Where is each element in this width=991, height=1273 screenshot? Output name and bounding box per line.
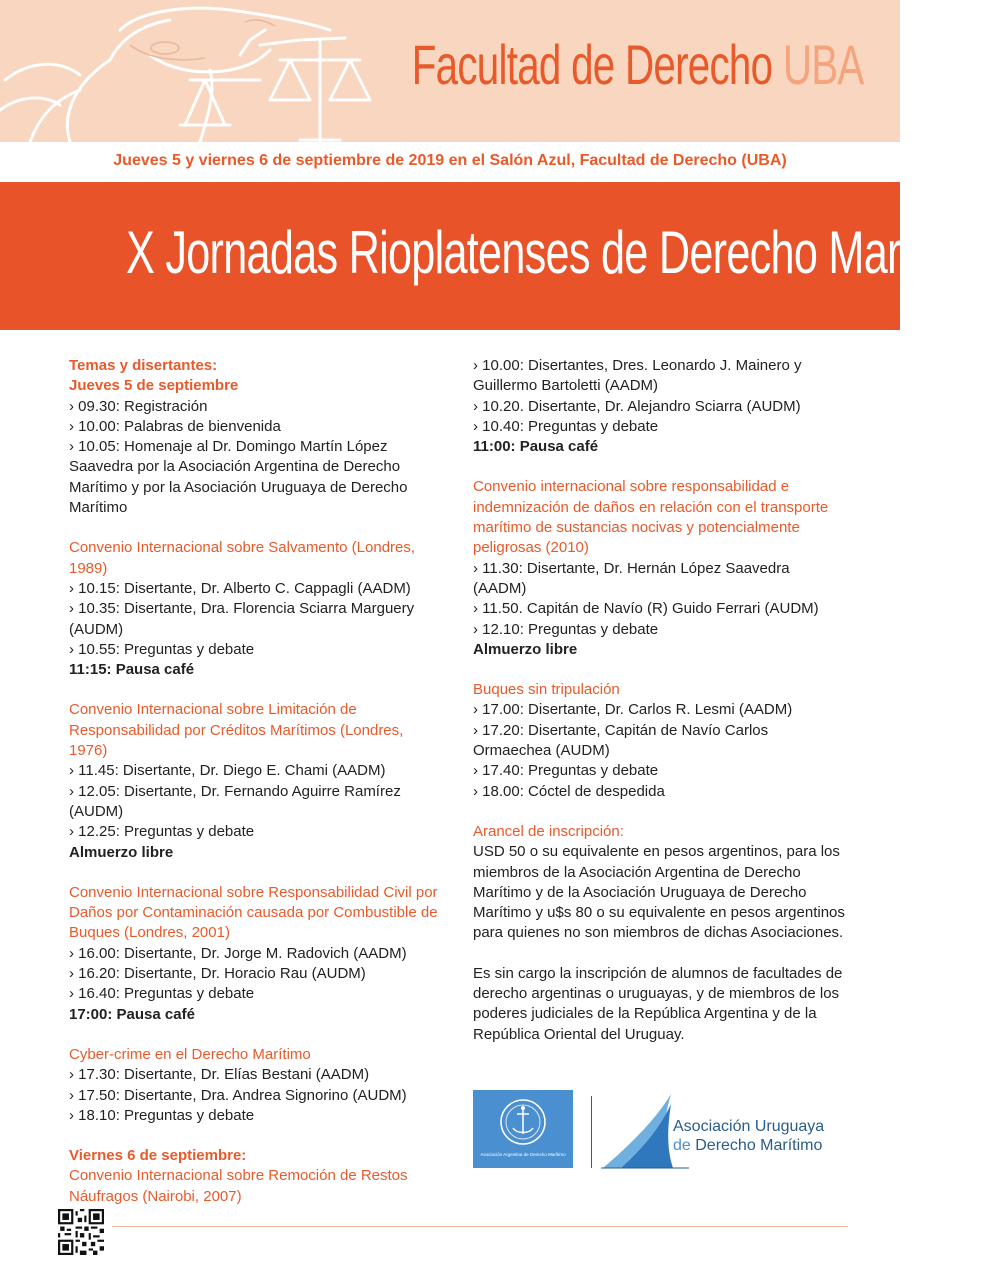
faculty-title [412,32,864,97]
session-title: Convenio internacional sobre responsabilidad e indemnización de daños en relación con el transporte marítimo de sustancias nocivas y potencialmente peligrosas (2010) [473,478,829,557]
audm-name-line2 [673,1137,822,1155]
break-item: Almuerzo libre [473,640,578,658]
day-heading: Jueves 5 de septiembre [69,377,239,395]
audm-name-line1: Asociación Uruguaya [673,1118,825,1135]
program-item: › 10.00: Palabras de bienvenida [69,417,281,435]
session-title: Convenio Internacional sobre Salvamento (Londres, 1989) [69,539,416,577]
program-item: › 17.40: Preguntas y debate [473,762,659,780]
fee-text: USD 50 o su equivalente en pesos argentinos, para los miembros de la Asociación Argentina de Derecho Marítimo y de la Asociación Uruguaya de Derecho Marítimo y u$s 80 o su equivalente en pesos argentinos para quienes no son miembros de dichas Asociaciones. [473,843,845,942]
program-item: › 17.30: Disertante, Dr. Elías Bestani (AADM) [69,1066,370,1084]
break-item: 17:00: Pausa café [69,1005,195,1023]
logo-divider [591,1096,592,1168]
break-item: 11:15: Pausa café [69,661,195,679]
program-item: › 12.25: Preguntas y debate [69,823,255,841]
session-title: Buques sin tripulación [473,681,620,699]
program-item: › 12.05: Disertante, Dr. Fernando Aguirre Ramírez (AUDM) [69,782,401,820]
audm-logo [601,1094,851,1170]
aadm-logo [473,1090,573,1168]
audm-de: de [673,1137,691,1154]
aadm-caption: Asociación Argentina de Derecho Marítimo [480,1152,566,1157]
qr-code-icon [58,1209,104,1255]
program-item: › 17.20: Disertante, Capitán de Navío Carlos Ormaechea (AUDM) [473,721,769,760]
program-item: › 17.50: Disertante, Dra. Andrea Signorino (AUDM) [69,1086,407,1104]
event-date-line: Jueves 5 y viernes 6 de septiembre de 2019 en el Salón Azul, Facultad de Derecho (UBA) [113,152,787,169]
program-item: › 10.00: Disertantes, Dres. Leonardo J. Mainero y Guillermo Bartoletti (AADM) [473,357,802,395]
fee-heading: Arancel de inscripción: [473,822,624,840]
section-heading: Temas y disertantes: [69,357,218,374]
program-item: › 10.40: Preguntas y debate [473,417,659,435]
program-item: › 11.30: Disertante, Dr. Hernán López Saavedra (AADM) [473,559,790,597]
program-item: › 18.10: Preguntas y debate [69,1106,255,1124]
program-item: › 10.20. Disertante, Dr. Alejandro Sciarra (AUDM) [473,397,801,415]
program-item: › 12.10: Preguntas y debate [473,620,659,638]
program-item: › 09.30: Registración [69,397,208,415]
program-item: › 10.35: Disertante, Dra. Florencia Sciarra Marguery (AUDM) [69,600,415,638]
justice-figure-illustration [0,0,420,142]
program-item: › 10.15: Disertante, Dr. Alberto C. Cappagli (AADM) [69,579,411,597]
break-item: 11:00: Pausa café [473,438,599,456]
program-item: › 10.55: Preguntas y debate [69,640,255,658]
program-item: › 11.50. Capitán de Navío (R) Guido Ferrari (AUDM) [473,600,819,618]
date-band [0,142,900,182]
program-item: › 10.05: Homenaje al Dr. Domingo Martín López Saavedra por la Asociación Argentina de Derecho Marítimo y por la Asociación Uruguaya de Derecho Marítimo [69,438,408,517]
session-title: Cyber-crime en el Derecho Marítimo [69,1045,311,1063]
title-band [0,182,991,330]
session-title: Convenio Internacional sobre Limitación de Responsabilidad por Créditos Marítimos (Londres, 1976) [69,701,404,760]
day-heading: Viernes 6 de septiembre: [69,1147,247,1165]
free-registration-text: Es sin cargo la inscripción de alumnos de facultades de derecho argentinas o uruguayas, y de miembros de los poderes judiciales de la República Argentina y de la República Oriental del Uruguay. [473,964,843,1043]
header-banner [0,0,900,142]
program-right-column [473,356,845,1045]
program-item: › 16.40: Preguntas y debate [69,985,255,1003]
program-item: › 16.00: Disertante, Dr. Jorge M. Radovich (AADM) [69,944,407,962]
faculty-name: Facultad de Derecho [412,33,773,96]
sponsor-logos [473,1090,853,1170]
program-item: › 17.00: Disertante, Dr. Carlos R. Lesmi (AADM) [473,701,793,719]
event-title: X Jornadas Rioplatenses de Derecho Marítimo [126,219,991,286]
program-left-column [69,356,441,1207]
break-item: Almuerzo libre [69,843,174,861]
uba-label: UBA [783,33,864,96]
footer-divider [112,1226,848,1227]
session-title: Convenio Internacional sobre Remoción de Restos Náufragos (Nairobi, 2007) [69,1167,408,1205]
program-item: › 18.00: Cóctel de despedida [473,782,665,800]
audm-name-text: Derecho Marítimo [695,1137,823,1154]
program-item: › 11.45: Disertante, Dr. Diego E. Chami (AADM) [69,762,386,780]
session-title: Convenio Internacional sobre Responsabilidad Civil por Daños por Contaminación causada por Combustible de Buques (Londres, 2001) [69,883,438,942]
program-item: › 16.20: Disertante, Dr. Horacio Rau (AUDM) [69,965,366,983]
